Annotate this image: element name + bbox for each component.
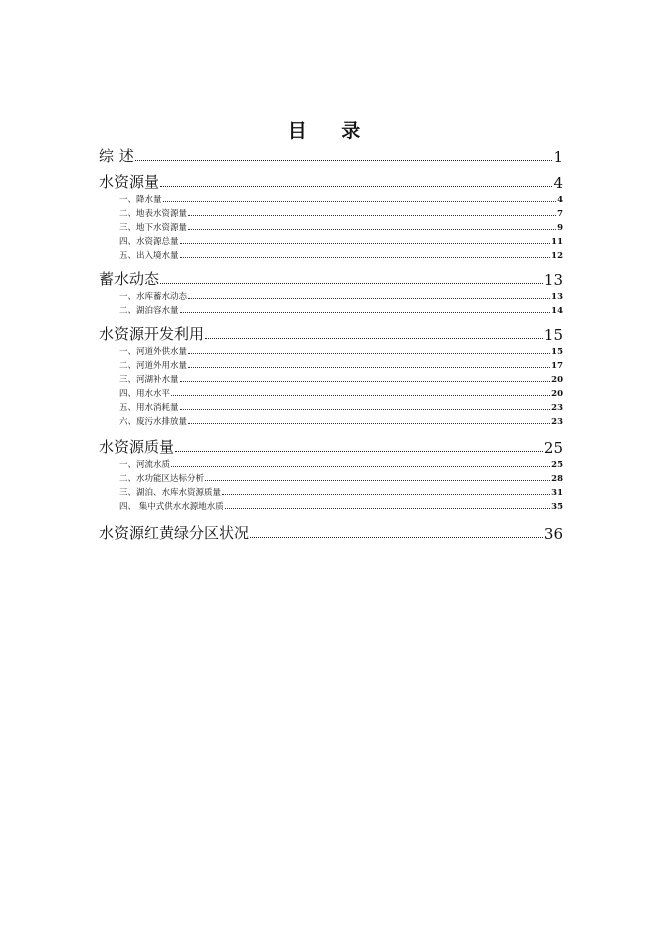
toc-entry-label: 二、河道外用水量 <box>119 361 188 371</box>
toc-leader-dots <box>188 297 550 299</box>
toc-page-number: 36 <box>543 525 563 543</box>
toc-leader-dots <box>180 408 551 410</box>
toc-page-number: 14 <box>551 306 563 316</box>
toc-leader-dots <box>222 493 550 495</box>
toc-subentry[interactable] <box>99 193 563 205</box>
toc-page-number: 23 <box>551 417 563 427</box>
toc-subentry[interactable] <box>99 500 563 512</box>
toc-page-number: 12 <box>551 251 563 261</box>
toc-entry-label: 一、河道外供水量 <box>119 347 188 357</box>
toc-entry-label: 二、湖泊容水量 <box>119 306 179 316</box>
toc-subentry[interactable] <box>99 373 563 385</box>
toc-subentry[interactable] <box>99 304 563 316</box>
toc-entry-label: 六、废污水排放量 <box>119 417 188 427</box>
toc-entry-label: 一、河流水质 <box>119 460 171 470</box>
toc-leader-dots <box>160 185 552 187</box>
toc-page-number: 4 <box>553 174 563 192</box>
toc-leader-dots <box>188 214 556 216</box>
page-title: 目 录 <box>287 120 375 142</box>
toc-page-number: 25 <box>543 439 563 457</box>
toc-leader-dots <box>188 228 556 230</box>
toc-entry-label: 水资源红黄绿分区状况 <box>99 524 250 542</box>
toc-leader-dots <box>180 380 551 382</box>
toc-page-number: 23 <box>551 403 563 413</box>
toc-subentry[interactable] <box>99 401 563 413</box>
toc-page-number: 28 <box>551 474 563 484</box>
toc-page-number: 7 <box>557 209 563 219</box>
toc-entry-zoning-status[interactable] <box>99 523 563 543</box>
toc-page-number: 1 <box>553 148 563 166</box>
toc-leader-dots <box>205 337 543 339</box>
toc-entry-overview[interactable] <box>99 146 563 166</box>
toc-page-number: 9 <box>557 223 563 233</box>
toc-entry-label: 四、用水水平 <box>119 389 171 399</box>
toc-subentry[interactable] <box>99 472 563 484</box>
toc-entry-label: 四、 集中式供水水源地水质 <box>119 502 224 512</box>
toc-entry-label: 四、水资源总量 <box>119 237 179 247</box>
toc-page-number: 25 <box>551 460 563 470</box>
toc-subentry[interactable] <box>99 235 563 247</box>
toc-entry-label: 五、用水消耗量 <box>119 403 179 413</box>
toc-entry-development-use[interactable] <box>99 324 563 344</box>
toc-entry-label: 二、水功能区达标分析 <box>119 474 205 484</box>
toc-entry-label: 综 述 <box>99 147 134 165</box>
toc-page-number: 13 <box>551 292 563 302</box>
toc-leader-dots <box>171 465 550 467</box>
toc-subentry[interactable] <box>99 249 563 261</box>
toc-leader-dots <box>135 159 553 161</box>
toc-entry-water-resources[interactable] <box>99 172 563 192</box>
toc-subentry[interactable] <box>99 415 563 427</box>
toc-leader-dots <box>175 450 543 452</box>
toc-page-number: 4 <box>557 195 563 205</box>
toc-entry-label: 一、水库蓄水动态 <box>119 292 188 302</box>
toc-page-number: 13 <box>543 271 563 289</box>
toc-leader-dots <box>225 507 550 509</box>
toc-entry-label: 二、地表水资源量 <box>119 209 188 219</box>
toc-leader-dots <box>171 394 550 396</box>
toc-entry-label: 三、地下水资源量 <box>119 223 188 233</box>
toc-subentry[interactable] <box>99 207 563 219</box>
toc-entry-label: 一、降水量 <box>119 195 162 205</box>
toc-entry-label: 水资源量 <box>99 173 160 191</box>
toc-leader-dots <box>250 536 543 538</box>
toc-leader-dots <box>160 282 543 284</box>
toc-entry-water-quality[interactable] <box>99 437 563 457</box>
toc-leader-dots <box>188 352 550 354</box>
toc-leader-dots <box>180 242 551 244</box>
toc-leader-dots <box>163 200 557 202</box>
toc-entry-label: 蓄水动态 <box>99 270 160 288</box>
toc-entry-storage-dynamics[interactable] <box>99 269 563 289</box>
toc-leader-dots <box>205 479 550 481</box>
toc-leader-dots <box>188 366 550 368</box>
toc-page-number: 35 <box>551 502 563 512</box>
toc-subentry[interactable] <box>99 345 563 357</box>
toc-leader-dots <box>180 256 551 258</box>
toc-subentry[interactable] <box>99 290 563 302</box>
toc-subentry[interactable] <box>99 458 563 470</box>
toc-entry-label: 水资源质量 <box>99 438 175 456</box>
toc-subentry[interactable] <box>99 486 563 498</box>
toc-subentry[interactable] <box>99 359 563 371</box>
toc-subentry[interactable] <box>99 387 563 399</box>
toc-page-number: 20 <box>551 389 563 399</box>
toc-entry-label: 三、湖泊、水库水资源质量 <box>119 488 222 498</box>
toc-page-number: 15 <box>543 326 563 344</box>
toc-page-number: 31 <box>551 488 563 498</box>
toc-page-number: 20 <box>551 375 563 385</box>
toc-entry-label: 水资源开发利用 <box>99 325 205 343</box>
toc-entry-label: 三、河湖补水量 <box>119 375 179 385</box>
toc-page-number: 11 <box>551 237 563 247</box>
toc-entry-label: 五、出入境水量 <box>119 251 179 261</box>
toc-subentry[interactable] <box>99 221 563 233</box>
toc-page-number: 17 <box>551 361 563 371</box>
toc-leader-dots <box>188 422 550 424</box>
toc-leader-dots <box>180 311 551 313</box>
toc-page-number: 15 <box>551 347 563 357</box>
